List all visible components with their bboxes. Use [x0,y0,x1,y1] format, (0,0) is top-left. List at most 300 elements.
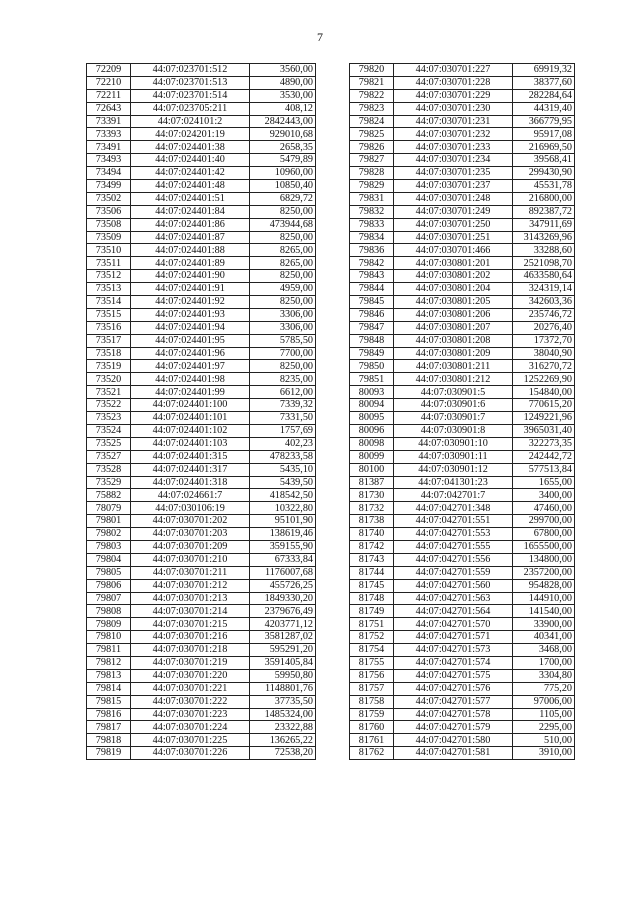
table-row [350,296,575,309]
cadastral-number: 44:07:030701:221 [131,682,250,695]
cadastral-value: 7339,32 [250,399,316,412]
record-number: 79806 [87,579,131,592]
cadastral-number: 44:07:024401:51 [131,192,250,205]
cadastral-number: 44:07:024661:7 [131,489,250,502]
cadastral-value: 235746,72 [513,308,575,321]
record-number: 73529 [87,476,131,489]
cadastral-value: 6612,00 [250,386,316,399]
record-number: 81758 [350,695,394,708]
cadastral-number: 44:07:030701:224 [131,721,250,734]
record-number: 73523 [87,412,131,425]
cadastral-value: 775,20 [513,682,575,695]
cadastral-value: 3591405,84 [250,656,316,669]
table-row [350,747,575,760]
cadastral-value: 4959,00 [250,283,316,296]
cadastral-value: 95917,08 [513,128,575,141]
record-number: 79810 [87,631,131,644]
table-row [350,102,575,115]
table-row [350,476,575,489]
cadastral-value: 770615,20 [513,399,575,412]
record-number: 79829 [350,180,394,193]
cadastral-number: 44:07:042701:575 [394,669,513,682]
cadastral-value: 5439,50 [250,476,316,489]
table-row [87,682,316,695]
cadastral-number: 44:07:042701:553 [394,528,513,541]
cadastral-value: 3530,00 [250,89,316,102]
record-number: 80099 [350,450,394,463]
cadastral-value: 3306,00 [250,321,316,334]
cadastral-value: 3468,00 [513,644,575,657]
cadastral-value: 1757,69 [250,424,316,437]
cadastral-value: 136265,22 [250,734,316,747]
cadastral-number: 44:07:042701:578 [394,708,513,721]
cadastral-number: 44:07:042701:574 [394,656,513,669]
table-row [87,89,316,102]
record-number: 73506 [87,205,131,218]
table-row [87,128,316,141]
cadastral-value: 3910,00 [513,747,575,760]
cadastral-value: 8235,00 [250,373,316,386]
cadastral-number: 44:07:030701:202 [131,515,250,528]
cadastral-value: 1105,00 [513,708,575,721]
record-number: 79822 [350,89,394,102]
cadastral-number: 44:07:042701:564 [394,605,513,618]
cadastral-value: 5785,50 [250,334,316,347]
record-number: 73393 [87,128,131,141]
table-row [350,76,575,89]
record-number: 73513 [87,283,131,296]
table-row [87,64,316,77]
record-number: 75882 [87,489,131,502]
record-number: 81732 [350,502,394,515]
record-number: 79843 [350,270,394,283]
cadastral-number: 44:07:030801:204 [394,283,513,296]
cadastral-value: 2521098,70 [513,257,575,270]
record-number: 79845 [350,296,394,309]
cadastral-number: 44:07:030901:10 [394,437,513,450]
table-row [350,89,575,102]
cadastral-number: 44:07:042701:576 [394,682,513,695]
table-row [350,502,575,515]
cadastral-value: 299700,00 [513,515,575,528]
table-row [350,115,575,128]
cadastral-value: 38040,90 [513,347,575,360]
record-number: 73515 [87,308,131,321]
record-number: 72211 [87,89,131,102]
record-number: 72209 [87,64,131,77]
cadastral-value: 6829,72 [250,192,316,205]
table-row [350,437,575,450]
cadastral-number: 44:07:030701:215 [131,618,250,631]
cadastral-number: 44:07:024401:93 [131,308,250,321]
cadastral-number: 44:07:030701:223 [131,708,250,721]
table-row [350,450,575,463]
cadastral-number: 44:07:030701:466 [394,244,513,257]
cadastral-number: 44:07:024401:100 [131,399,250,412]
record-number: 73521 [87,386,131,399]
cadastral-value: 67800,00 [513,528,575,541]
record-number: 81756 [350,669,394,682]
cadastral-number: 44:07:023701:514 [131,89,250,102]
cadastral-number: 44:07:030701:232 [394,128,513,141]
record-number: 81752 [350,631,394,644]
table-row [87,631,316,644]
cadastral-number: 44:07:041301:23 [394,476,513,489]
table-row [350,399,575,412]
cadastral-value: 1655,00 [513,476,575,489]
cadastral-value: 47460,00 [513,502,575,515]
cadastral-number: 44:07:023701:513 [131,76,250,89]
table-row [350,308,575,321]
table-row [87,450,316,463]
table-row [350,721,575,734]
cadastral-number: 44:07:030801:208 [394,334,513,347]
cadastral-value: 144910,00 [513,592,575,605]
cadastral-value: 366779,95 [513,115,575,128]
table-row [87,747,316,760]
table-row [350,128,575,141]
cadastral-number: 44:07:042701:560 [394,579,513,592]
record-number: 79808 [87,605,131,618]
record-number: 73525 [87,437,131,450]
record-number: 81748 [350,592,394,605]
record-number: 79821 [350,76,394,89]
table-row [350,218,575,231]
cadastral-value: 3143269,96 [513,231,575,244]
cadastral-value: 20276,40 [513,321,575,334]
cadastral-value: 1176007,68 [250,566,316,579]
cadastral-number: 44:07:030801:205 [394,296,513,309]
record-number: 81757 [350,682,394,695]
table-row [87,644,316,657]
table-row [87,386,316,399]
record-number: 79827 [350,154,394,167]
cadastral-number: 44:07:030701:216 [131,631,250,644]
cadastral-number: 44:07:030701:218 [131,644,250,657]
record-number: 79848 [350,334,394,347]
record-number: 79809 [87,618,131,631]
record-number: 73522 [87,399,131,412]
table-row [87,167,316,180]
table-row [350,695,575,708]
cadastral-value: 4203771,12 [250,618,316,631]
cadastral-number: 44:07:024401:102 [131,424,250,437]
record-number: 81762 [350,747,394,760]
record-number: 73502 [87,192,131,205]
record-number: 79824 [350,115,394,128]
table-row [87,695,316,708]
record-number: 73512 [87,270,131,283]
record-number: 72643 [87,102,131,115]
cadastral-number: 44:07:024401:317 [131,463,250,476]
record-number: 73499 [87,180,131,193]
table-row [87,605,316,618]
cadastral-value: 2842443,00 [250,115,316,128]
cadastral-number: 44:07:030701:222 [131,695,250,708]
cadastral-number: 44:07:030801:206 [394,308,513,321]
cadastral-number: 44:07:024401:318 [131,476,250,489]
table-row [87,218,316,231]
table-row [350,321,575,334]
cadastral-value: 418542,50 [250,489,316,502]
page-number: 7 [317,30,323,44]
record-number: 73517 [87,334,131,347]
cadastral-value: 1148801,76 [250,682,316,695]
table-row [87,192,316,205]
record-number: 81751 [350,618,394,631]
cadastral-value: 408,12 [250,102,316,115]
table-row [87,463,316,476]
cadastral-value: 455726,25 [250,579,316,592]
cadastral-number: 44:07:024401:103 [131,437,250,450]
record-number: 73509 [87,231,131,244]
cadastral-number: 44:07:030701:249 [394,205,513,218]
table-row [87,412,316,425]
record-number: 79832 [350,205,394,218]
cadastral-number: 44:07:024401:38 [131,141,250,154]
table-row [87,334,316,347]
record-number: 81759 [350,708,394,721]
table-row [350,180,575,193]
cadastral-number: 44:07:030901:12 [394,463,513,476]
cadastral-value: 10322,80 [250,502,316,515]
cadastral-number: 44:07:030701:210 [131,553,250,566]
cadastral-number: 44:07:024401:91 [131,283,250,296]
registry-table-left [86,63,316,760]
cadastral-number: 44:07:030701:235 [394,167,513,180]
record-number: 79842 [350,257,394,270]
table-row [350,231,575,244]
cadastral-number: 44:07:030901:8 [394,424,513,437]
cadastral-value: 242442,72 [513,450,575,463]
table-row [87,489,316,502]
cadastral-value: 38377,60 [513,76,575,89]
cadastral-number: 44:07:030701:228 [394,76,513,89]
cadastral-number: 44:07:030701:214 [131,605,250,618]
record-number: 79811 [87,644,131,657]
cadastral-value: 40341,00 [513,631,575,644]
table-row [350,424,575,437]
cadastral-number: 44:07:030701:230 [394,102,513,115]
cadastral-value: 510,00 [513,734,575,747]
record-number: 79805 [87,566,131,579]
cadastral-number: 44:07:030801:209 [394,347,513,360]
record-number: 81742 [350,540,394,553]
cadastral-value: 2295,00 [513,721,575,734]
cadastral-number: 44:07:030701:250 [394,218,513,231]
table-row [350,644,575,657]
table-row [350,592,575,605]
record-number: 81754 [350,644,394,657]
cadastral-number: 44:07:030801:211 [394,360,513,373]
table-row [87,502,316,515]
record-number: 79847 [350,321,394,334]
cadastral-value: 347911,69 [513,218,575,231]
table-row [350,360,575,373]
cadastral-number: 44:07:030901:7 [394,412,513,425]
cadastral-number: 44:07:030901:11 [394,450,513,463]
cadastral-value: 954828,00 [513,579,575,592]
record-number: 79823 [350,102,394,115]
record-number: 81745 [350,579,394,592]
record-number: 79819 [87,747,131,760]
table-row [87,618,316,631]
cadastral-value: 7700,00 [250,347,316,360]
cadastral-number: 44:07:042701:571 [394,631,513,644]
record-number: 73494 [87,167,131,180]
table-row [350,618,575,631]
cadastral-number: 44:07:023705:211 [131,102,250,115]
record-number: 79816 [87,708,131,721]
cadastral-value: 8265,00 [250,257,316,270]
table-row [350,373,575,386]
table-row [350,347,575,360]
table-row [87,283,316,296]
table-row [87,656,316,669]
cadastral-number: 44:07:030701:220 [131,669,250,682]
cadastral-number: 44:07:024401:97 [131,360,250,373]
cadastral-number: 44:07:030701:209 [131,540,250,553]
table-row [350,540,575,553]
cadastral-number: 44:07:023701:512 [131,64,250,77]
cadastral-value: 316270,72 [513,360,575,373]
record-number: 79812 [87,656,131,669]
record-number: 81387 [350,476,394,489]
table-row [350,708,575,721]
cadastral-number: 44:07:024401:86 [131,218,250,231]
cadastral-number: 44:07:030801:201 [394,257,513,270]
cadastral-number: 44:07:042701:580 [394,734,513,747]
table-row [350,270,575,283]
table-row [350,515,575,528]
cadastral-number: 44:07:030701:226 [131,747,250,760]
record-number: 81744 [350,566,394,579]
cadastral-value: 95101,90 [250,515,316,528]
record-number: 79814 [87,682,131,695]
record-number: 79818 [87,734,131,747]
cadastral-value: 4890,00 [250,76,316,89]
cadastral-number: 44:07:030701:248 [394,192,513,205]
cadastral-value: 33288,60 [513,244,575,257]
cadastral-value: 141540,00 [513,605,575,618]
table-row [350,528,575,541]
cadastral-value: 473944,68 [250,218,316,231]
table-row [350,257,575,270]
cadastral-number: 44:07:024401:92 [131,296,250,309]
record-number: 73516 [87,321,131,334]
cadastral-value: 282284,64 [513,89,575,102]
cadastral-value: 2357200,00 [513,566,575,579]
cadastral-number: 44:07:024401:42 [131,167,250,180]
table-row [87,721,316,734]
table-row [87,321,316,334]
table-row [350,489,575,502]
cadastral-value: 4633580,64 [513,270,575,283]
table-row [87,102,316,115]
record-number: 73493 [87,154,131,167]
table-row [87,669,316,682]
table-row [350,205,575,218]
cadastral-number: 44:07:024401:315 [131,450,250,463]
table-row [350,167,575,180]
record-number: 79817 [87,721,131,734]
cadastral-value: 3965031,40 [513,424,575,437]
record-number: 79807 [87,592,131,605]
record-number: 79850 [350,360,394,373]
cadastral-value: 37735,50 [250,695,316,708]
cadastral-value: 3306,00 [250,308,316,321]
record-number: 81760 [350,721,394,734]
cadastral-value: 5479,89 [250,154,316,167]
cadastral-value: 17372,70 [513,334,575,347]
table-row [350,553,575,566]
cadastral-value: 69919,32 [513,64,575,77]
record-number: 81743 [350,553,394,566]
table-row [350,631,575,644]
table-row [87,205,316,218]
record-number: 73508 [87,218,131,231]
cadastral-number: 44:07:042701:563 [394,592,513,605]
record-number: 79826 [350,141,394,154]
cadastral-number: 44:07:024401:88 [131,244,250,257]
table-row [350,463,575,476]
record-number: 80095 [350,412,394,425]
cadastral-number: 44:07:030701:233 [394,141,513,154]
cadastral-number: 44:07:030701:227 [394,64,513,77]
record-number: 80096 [350,424,394,437]
cadastral-number: 44:07:030901:6 [394,399,513,412]
table-row [87,296,316,309]
cadastral-number: 44:07:042701:570 [394,618,513,631]
table-row [350,682,575,695]
record-number: 79804 [87,553,131,566]
cadastral-value: 134800,00 [513,553,575,566]
cadastral-number: 44:07:042701:551 [394,515,513,528]
table-row [87,180,316,193]
record-number: 79802 [87,528,131,541]
cadastral-number: 44:07:030901:5 [394,386,513,399]
cadastral-value: 8250,00 [250,205,316,218]
cadastral-number: 44:07:030701:234 [394,154,513,167]
table-row [87,540,316,553]
record-number: 81740 [350,528,394,541]
cadastral-value: 67333,84 [250,553,316,566]
cadastral-number: 44:07:042701:7 [394,489,513,502]
record-number: 79803 [87,540,131,553]
table-row [87,270,316,283]
record-number: 79834 [350,231,394,244]
table-row [350,283,575,296]
table-row [350,334,575,347]
cadastral-number: 44:07:042701:555 [394,540,513,553]
cadastral-value: 8250,00 [250,231,316,244]
cadastral-number: 44:07:024401:90 [131,270,250,283]
table-row [87,257,316,270]
table-row [87,424,316,437]
table-row [87,592,316,605]
record-number: 78079 [87,502,131,515]
cadastral-number: 44:07:030801:207 [394,321,513,334]
record-number: 81749 [350,605,394,618]
cadastral-value: 342603,36 [513,296,575,309]
cadastral-value: 138619,46 [250,528,316,541]
record-number: 73511 [87,257,131,270]
cadastral-number: 44:07:042701:573 [394,644,513,657]
cadastral-number: 44:07:024101:2 [131,115,250,128]
record-number: 79815 [87,695,131,708]
cadastral-number: 44:07:030701:229 [394,89,513,102]
table-row [87,566,316,579]
